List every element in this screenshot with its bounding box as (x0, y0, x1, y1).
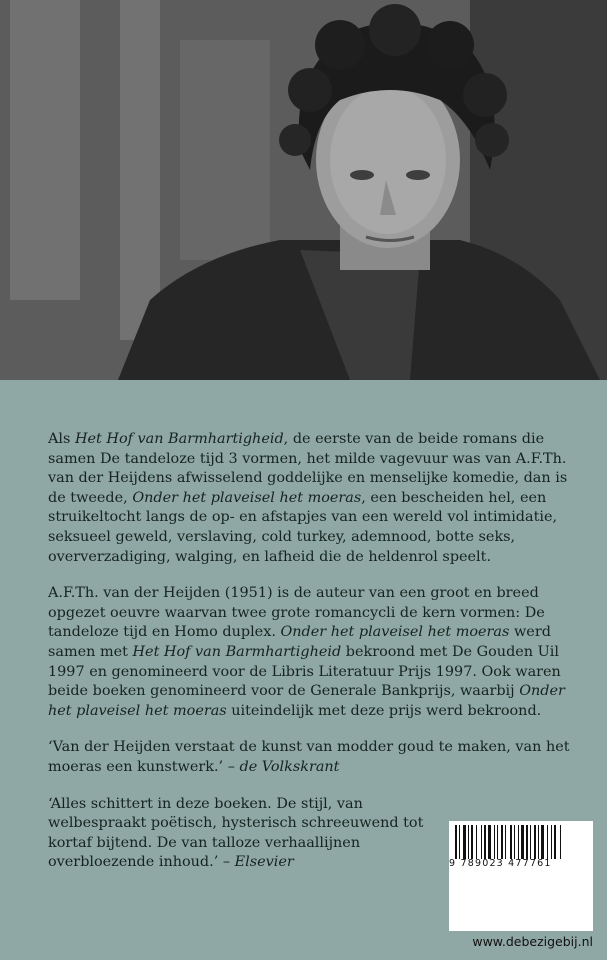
barcode-bar (547, 825, 548, 859)
barcode-bar (463, 825, 466, 859)
barcode-bar (468, 825, 469, 859)
barcode-bar (488, 825, 491, 859)
barcode-bar (510, 825, 512, 859)
barcode-bar (484, 825, 486, 859)
barcode-bar (497, 825, 498, 859)
barcode-bar (560, 825, 561, 859)
barcode-bar (551, 825, 552, 859)
review-quote-volkskrant: ‘Van der Heijden verstaat de kunst van modder goud te maken, van het moeras een kunstwerk.’ – de Volkskrant (48, 739, 570, 775)
barcode-bar (514, 825, 515, 859)
barcode-bar (505, 825, 506, 859)
barcode-bar (554, 825, 556, 859)
barcode-bar (534, 825, 536, 859)
author-portrait-image (0, 0, 607, 380)
barcode-bar (481, 825, 482, 859)
author-photo (0, 0, 607, 380)
review-quote-elsevier: ‘Alles schittert in deze boeken. De stijl, van welbespraakt poëtisch, hysterisch schreeuwend tot kortaf bijtend. De van talloze verhaallijnen overbloezende inhoud.’ – Elsevier (48, 795, 424, 871)
blurb-paragraph-author-bio: A.F.Th. van der Heijden (1951) is de auteur van een groot en breed opgezet oeuvre waarvan twee grote romancycli de kern vormen: De tandeloze tijd en Homo duplex. Onder het plaveisel het moeras werd samen met Het Hof van Barmhartigheid bekroond met De Gouden Uil 1997 en genomineerd voor de Libris Literatuur Prijs 1997. Ook waren beide boeken genomineerd voor de Generale Bankprijs, waarbij Onder het plaveisel het moeras uiteindelijk met deze prijs werd bekroond. (48, 585, 565, 719)
barcode-bar (521, 825, 524, 859)
barcode-bar (494, 825, 495, 859)
barcode-bar (455, 825, 457, 859)
barcode-bar (476, 825, 477, 859)
isbn-number: 9 789023 477761 (449, 858, 552, 869)
isbn-barcode (449, 821, 593, 931)
blurb-paragraph-summary: Als Het Hof van Barmhartigheid, de eerste van de beide romans die samen De tandeloze tijd 3 vormen, het milde vagevuur was van A.F.Th. van der Heijdens afwisselend goddelijke en menselijke komedie, dan is de tweede, Onder het plaveisel het moeras, een bescheiden hel, een struikeltocht langs de op- en afstapjes van een wereld vol intimidatie, seksueel geweld, verslaving, cold turkey, ademnood, botte seks, oververzadiging, walging, en lafheid die de heldenrol speelt. (48, 431, 568, 565)
barcode-bar (530, 825, 531, 859)
barcode-bar (538, 825, 539, 859)
barcode-bar (541, 825, 544, 859)
barcode-bar (471, 825, 473, 859)
barcode-bar (459, 825, 460, 859)
barcode-bar (501, 825, 503, 859)
barcode-bar (518, 825, 519, 859)
barcode-bar (526, 825, 528, 859)
publisher-url: www.debezigebij.nl (472, 934, 593, 949)
